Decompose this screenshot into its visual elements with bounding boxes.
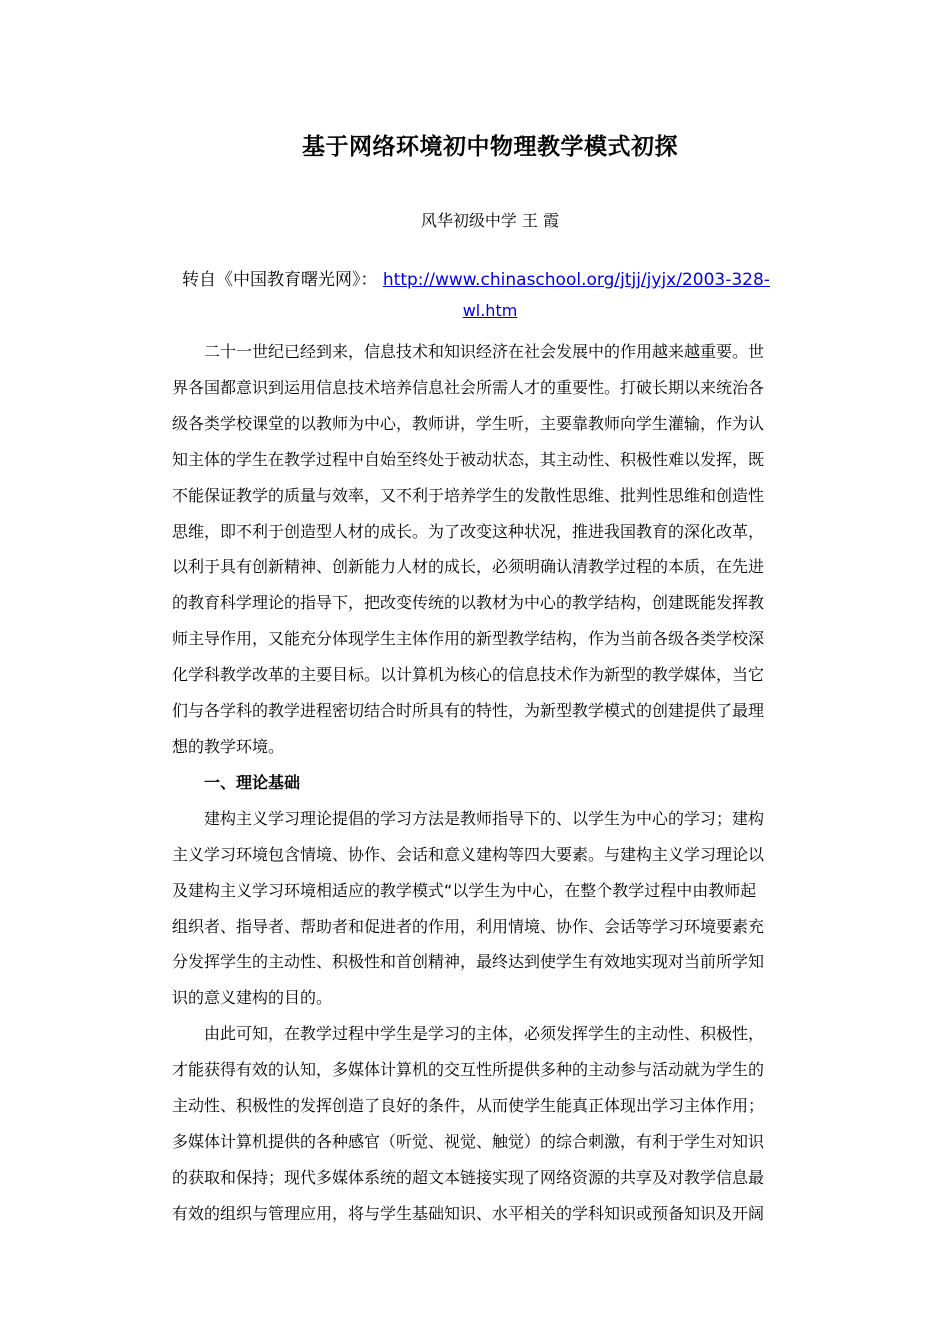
text-line: 以利于具有创新精神、创新能力人材的成长，必须明确认清教学过程的本质，在先进 [172, 557, 765, 577]
text-line: 级各类学校课堂的以教师为中心，教师讲，学生听，主要靠教师向学生灌输，作为认 [172, 413, 765, 433]
text-line: 的教育科学理论的指导下，把改变传统的以教材为中心的教学结构，创建既能发挥教 [172, 593, 765, 613]
source-link-line2 [0, 301, 950, 320]
text-line: 主义学习环境包含情境、协作、会话和意义建构等四大要素。与建构主义学习理论以 [172, 844, 765, 864]
text-line: 及建构主义学习环境相适应的教学模式“以学生为中心，在整个教学过程中由教师起 [172, 880, 757, 900]
text-line: 化学科教学改革的主要目标。以计算机为核心的信息技术作为新型的教学媒体，当它 [172, 665, 765, 685]
author-line: 风华初级中学 王 霞 [420, 211, 560, 230]
text-line: 的获取和保持；现代多媒体系统的超文本链接实现了网络资源的共享及对教学信息最 [172, 1167, 765, 1187]
text-line: 想的教学环境。 [172, 736, 285, 756]
text-line: 多媒体计算机提供的各种感官（听觉、视觉、触觉）的综合刺激，有利于学生对知识 [172, 1131, 765, 1151]
source-link-part2[interactable]: wl.htm [462, 301, 518, 320]
document-title: 基于网络环境初中物理教学模式初探 [302, 134, 678, 160]
text-line: 由此可知，在教学过程中学生是学习的主体，必须发挥学生的主动性、积极性， [204, 1024, 765, 1044]
article-body [172, 334, 794, 1232]
section-heading-text: 一、理论基础 [204, 772, 301, 792]
text-line: 二十一世纪已经到来，信息技术和知识经济在社会发展中的作用越来越重要。世 [204, 342, 765, 361]
source-prefix: 转自《中国教育曙光网》： [182, 270, 378, 290]
text-line: 有效的组织与管理应用，将与学生基础知识、水平相关的学科知识或预备知识及开阔 [172, 1203, 765, 1223]
text-line: 建构主义学习理论提倡的学习方法是教师指导下的、以学生为中心的学习；建构 [204, 808, 765, 828]
text-line: 分发挥学生的主动性、积极性和首创精神，最终达到使学生有效地实现对当前所学知 [172, 952, 765, 972]
text-line: 师主导作用，又能充分体现学生主体作用的新型教学结构，作为当前各级各类学校深 [172, 629, 765, 649]
text-line: 不能保证教学的质量与效率，又不利于培养学生的发散性思维、批判性思维和创造性 [172, 485, 765, 505]
text-line: 们与各学科的教学进程密切结合时所具有的特性，为新型教学模式的创建提供了最理 [172, 701, 765, 721]
text-line: 思维，即不利于创造型人材的成长。为了改变这种状况，推进我国教育的深化改革， [172, 521, 765, 541]
text-line: 主动性、积极性的发挥创造了良好的条件，从而使学生能真正体现出学习主体作用； [172, 1096, 765, 1116]
source-link-part1[interactable]: http://www.chinaschool.org/jtjj/jyjx/2003-328- [382, 270, 770, 290]
section1-paragraph-2 [172, 1016, 794, 1231]
text-line: 知主体的学生在教学过程中自始至终处于被动状态，其主动性、积极性难以发挥，既 [172, 449, 765, 469]
text-line: 界各国都意识到运用信息技术培养信息社会所需人才的重要性。打破长期以来统治各 [172, 377, 765, 397]
source-line [182, 257, 802, 303]
section-heading [172, 765, 794, 801]
intro-paragraph [172, 334, 794, 765]
text-line: 识的意义建构的目的。 [172, 988, 333, 1008]
text-line: 组织者、指导者、帮助者和促进者的作用，利用情境、协作、会话等学习环境要素充 [172, 916, 765, 936]
text-line: 才能获得有效的认知，多媒体计算机的交互性所提供多种的主动参与活动就为学生的 [172, 1060, 765, 1080]
section1-paragraph-1 [172, 801, 794, 1016]
